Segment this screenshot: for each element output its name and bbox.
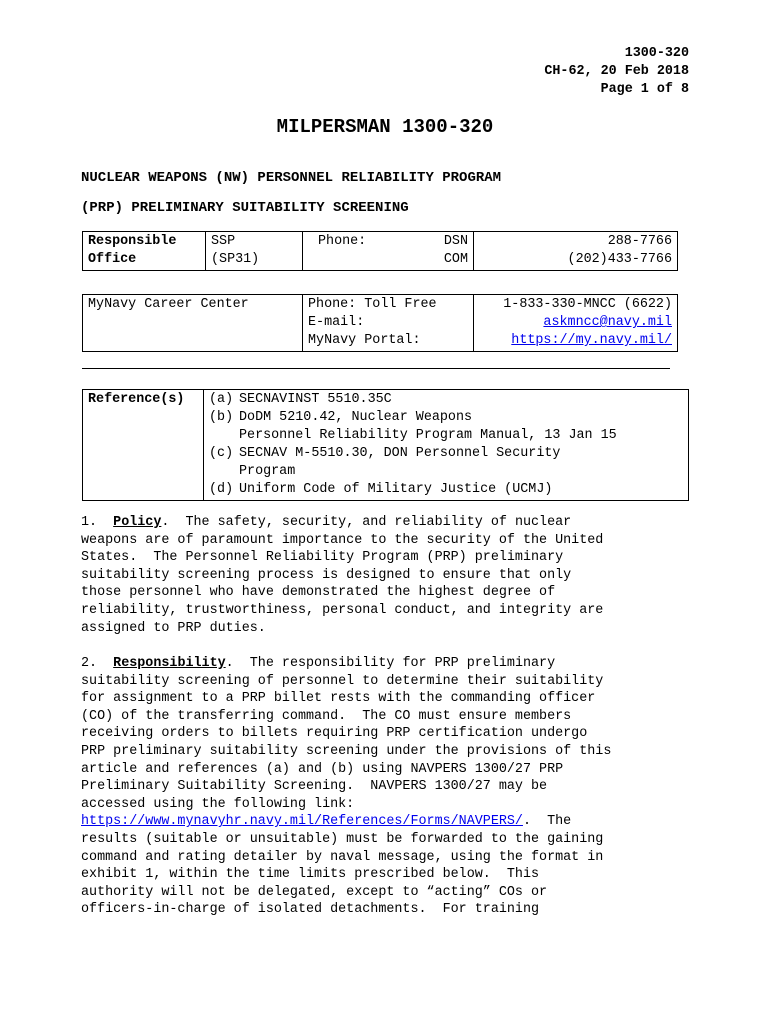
reference-text-continued: Personnel Reliability Program Manual, 13 Jan 15 (239, 428, 617, 443)
portal-label: MyNavy Portal: (308, 333, 421, 348)
responsible-office-table (82, 231, 678, 271)
page-title: MILPERSMAN 1300-320 (276, 116, 494, 138)
section-responsibility (81, 655, 691, 919)
reference-item (209, 445, 683, 463)
references-list (204, 390, 689, 501)
reference-tag: (b) (209, 410, 234, 425)
dsn-value: 288-7766 (607, 234, 672, 249)
email-label: E-mail: (308, 315, 365, 330)
divider-line (82, 368, 670, 369)
section-body-continued: . The results (suitable or unsuitable) must be forwarded to the gaining command and rating detailer by naval message, using the format in exhibit 1, within the time limits prescribed below. This authority will not be delegated, except to “acting” COs or officers-in-charge of isolated detachments. For training (81, 814, 604, 918)
career-labels-cell (303, 295, 474, 352)
page-subtitle (81, 163, 701, 223)
responsible-office-label (83, 232, 206, 271)
com-label: COM (443, 252, 468, 267)
reference-text: Uniform Code of Military Justice (UCMJ) (239, 482, 553, 497)
career-center-table (82, 294, 678, 352)
subtitle-line-1: NUCLEAR WEAPONS (NW) PERSONNEL RELIABILITY PROGRAM (81, 170, 502, 186)
office-code-line-2: (SP31) (211, 252, 260, 267)
reference-text: SECNAV M-5510.30, DON Personnel Security (239, 446, 561, 461)
portal-link[interactable]: https://my.navy.mil/ (511, 333, 672, 348)
label-line-1: Responsible (88, 234, 177, 249)
reference-tag: (a) (209, 392, 234, 407)
section-number: 1. (81, 515, 114, 530)
phone-label: Phone: (318, 234, 367, 249)
office-code (206, 232, 303, 271)
reference-tag: (c) (209, 446, 234, 461)
reference-text-continued: Program (239, 464, 296, 479)
section-number: 2. (81, 656, 114, 671)
section-body: . The responsibility for PRP preliminary suitability screening of personnel to determine their suitability for assignment to a PRP billet rests with the commanding officer (CO) of the transferring command. The CO must ensure members receiving orders to billets requiring PRP certification undergo PRP preliminary suitability screening under the provisions of this article and references (a) and (b) using NAVPERS 1300/27 PRP Preliminary Suitability Screening. NAVPERS 1300/27 may be accessed using the following link: (81, 656, 612, 812)
section-heading: Policy (113, 515, 162, 530)
phone-label-cell (303, 232, 474, 271)
section-body: . The safety, security, and reliability of nuclear weapons are of paramount importance to the security of the United States. The Personnel Reliability Program (PRP) preliminary suitability screening process is designed to ensure that only those personnel who have demonstrated the highest degree of reliability, trustworthiness, personal conduct, and integrity are assigned to PRP duties. (81, 515, 604, 636)
career-values-cell (474, 295, 678, 352)
reference-item-continued (209, 427, 683, 445)
change-date: CH-62, 20 Feb 2018 (544, 64, 689, 79)
reference-text: SECNAVINST 5510.35C (239, 392, 392, 407)
reference-tag: (d) (209, 482, 234, 497)
references-label: Reference(s) (83, 390, 204, 501)
section-policy (81, 514, 691, 637)
toll-free-label: Phone: Toll Free (308, 297, 437, 312)
navpers-forms-link[interactable]: https://www.mynavyhr.navy.mil/References/Forms/NAVPERS/ (81, 814, 523, 830)
section-heading: Responsibility (113, 656, 226, 671)
toll-free-number: 1-833-330-MNCC (6622) (503, 297, 672, 312)
dsn-label: DSN (443, 234, 468, 249)
label-line-2: Office (88, 252, 137, 267)
reference-item (209, 409, 683, 427)
page-number: Page 1 of 8 (600, 82, 689, 97)
office-code-line-1: SSP (211, 234, 236, 249)
subtitle-line-2: (PRP) PRELIMINARY SUITABILITY SCREENING (81, 200, 409, 216)
document-header (544, 45, 689, 99)
com-value: (202)433-7766 (567, 252, 672, 267)
reference-item-continued (209, 463, 683, 481)
career-center-name: MyNavy Career Center (83, 295, 303, 352)
reference-item (209, 391, 683, 409)
phone-values-cell (474, 232, 678, 271)
references-table (82, 389, 689, 501)
doc-number: 1300-320 (624, 46, 689, 61)
reference-item (209, 481, 683, 499)
email-link[interactable]: askmncc@navy.mil (543, 315, 672, 330)
reference-text: DoDM 5210.42, Nuclear Weapons (239, 410, 473, 425)
